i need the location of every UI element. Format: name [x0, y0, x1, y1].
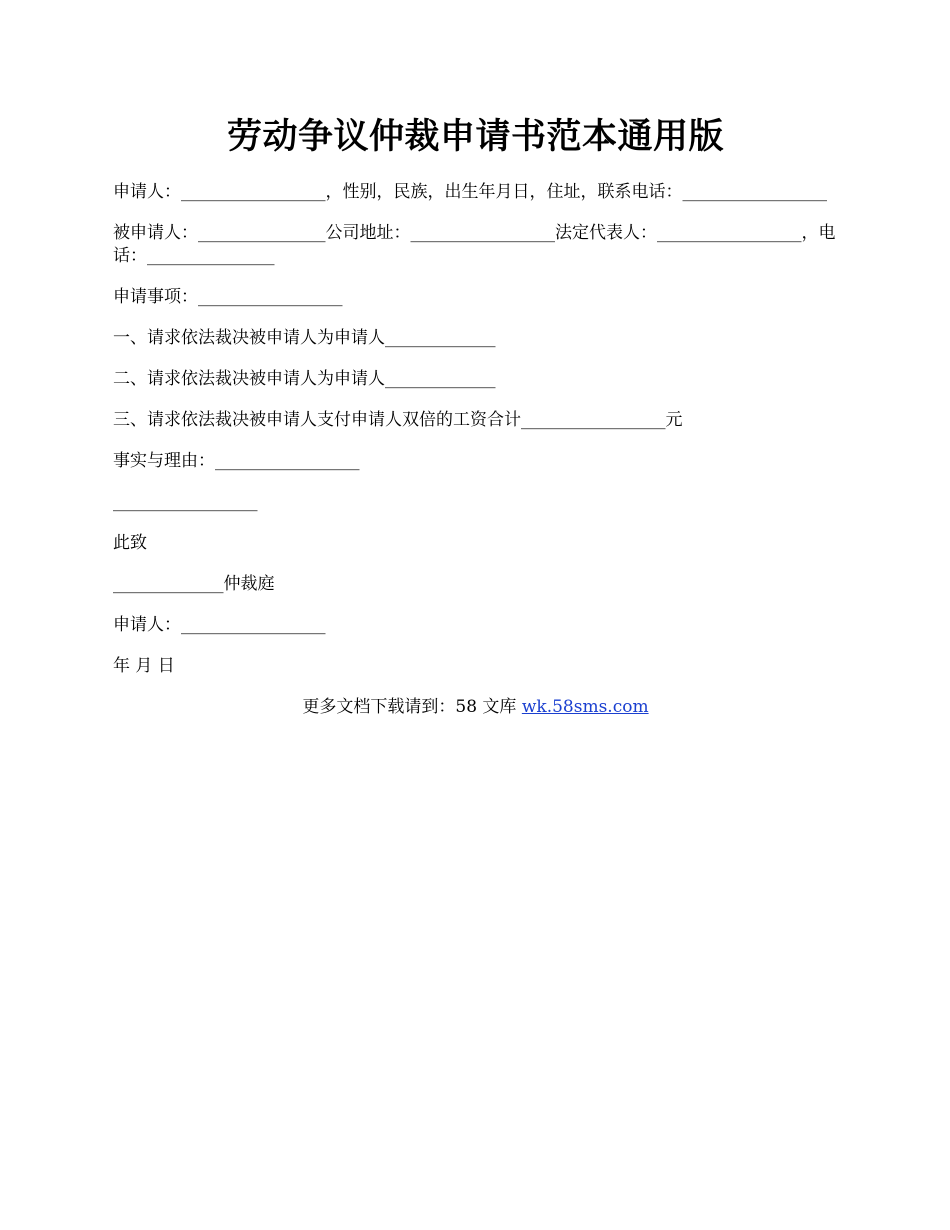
applicant-signature: 申请人：_________________ [113, 615, 326, 635]
document-title: 劳动争议仲裁申请书范本通用版 [226, 116, 724, 157]
respondent-info: 被申请人：_______________公司地址：_________________法定代表人：_________________，电话：_______________ [113, 223, 836, 266]
application-items-heading: 申请事项：_________________ [113, 287, 343, 307]
facts-blank-line: _________________ [113, 492, 258, 512]
document-body [113, 181, 838, 678]
salutation: 此致 [113, 533, 147, 553]
date-line: 年 月 日 [113, 656, 175, 676]
request-item-2: 二、请求依法裁决被申请人为申请人_____________ [113, 369, 496, 389]
arbitration-tribunal: _____________仲裁庭 [113, 574, 275, 594]
request-item-1: 一、请求依法裁决被申请人为申请人_____________ [113, 328, 496, 348]
facts-and-reasons: 事实与理由：_________________ [113, 451, 360, 471]
footer-link[interactable]: wk.58sms.com [521, 697, 649, 717]
applicant-info: 申请人：_________________，性别，民族，出生年月日，住址，联系电话：_________________ [113, 182, 827, 202]
footer-prefix: 更多文档下载请到：58 文库 [302, 697, 522, 717]
download-footer [113, 696, 838, 719]
request-item-3: 三、请求依法裁决被申请人支付申请人双倍的工资合计_________________元 [113, 410, 683, 430]
